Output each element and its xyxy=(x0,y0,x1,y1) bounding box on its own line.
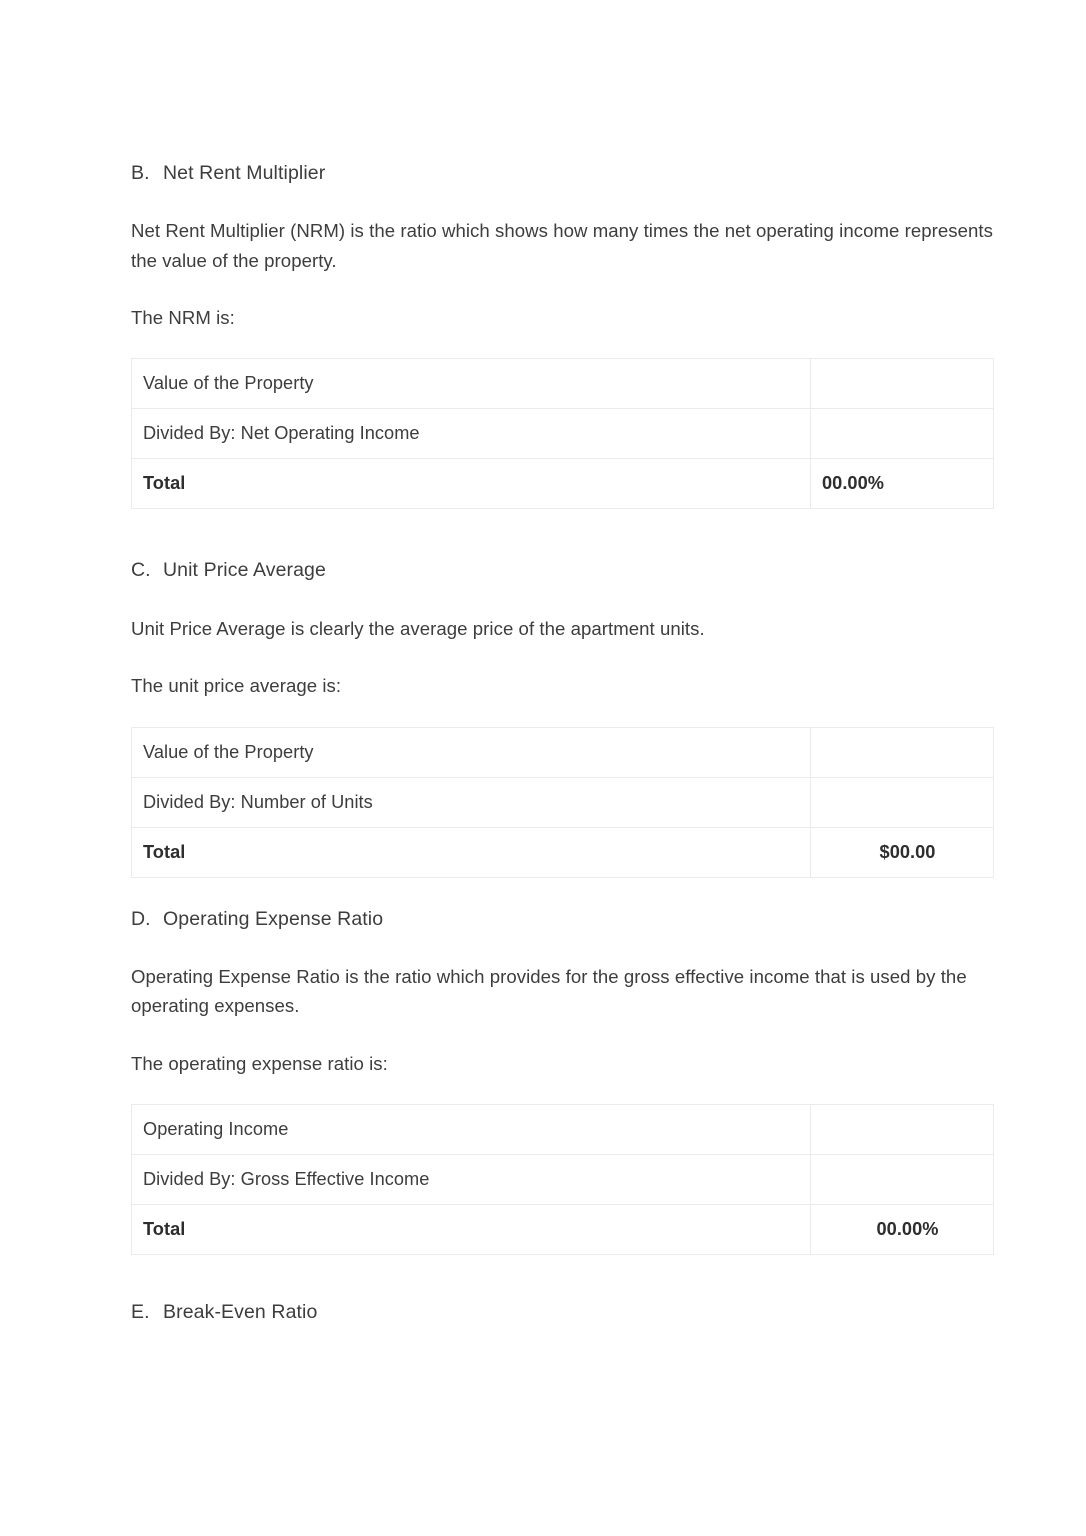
table-cell-total-label: Total xyxy=(132,459,811,509)
section-title-d: Operating Expense Ratio xyxy=(163,907,384,930)
table-cell-value[interactable] xyxy=(811,1154,994,1204)
section-d-paragraph-1: Operating Expense Ratio is the ratio which provides for the gross effective income that is used by the operating expenses. xyxy=(131,965,967,1017)
section-marker-c: C. xyxy=(131,559,151,582)
table-cell-value[interactable] xyxy=(811,777,994,827)
page-content xyxy=(131,0,993,1325)
nrm-table xyxy=(131,358,994,509)
table-cell-total-value: 00.00% xyxy=(811,459,994,509)
table-row-total xyxy=(132,827,994,877)
section-heading-e xyxy=(131,1299,993,1325)
table-cell-value[interactable] xyxy=(811,1104,994,1154)
table-cell-total-value: $00.00 xyxy=(811,827,994,877)
section-b-paragraph-2: The NRM is: xyxy=(131,307,235,329)
section-title-e: Break-Even Ratio xyxy=(163,1300,318,1323)
table-row-total xyxy=(132,459,994,509)
table-cell-label: Divided By: Number of Units xyxy=(132,777,811,827)
section-d-paragraph-2: The operating expense ratio is: xyxy=(131,1052,388,1074)
table-cell-total-label: Total xyxy=(132,827,811,877)
section-marker-e: E. xyxy=(131,1300,150,1323)
table-cell-value[interactable] xyxy=(811,409,994,459)
table-row xyxy=(132,1104,994,1154)
unit-price-average-table xyxy=(131,727,994,878)
section-heading-b xyxy=(131,160,993,186)
table-cell-label: Divided By: Net Operating Income xyxy=(132,409,811,459)
table-cell-label: Value of the Property xyxy=(132,727,811,777)
section-heading-c xyxy=(131,557,993,583)
table-cell-total-label: Total xyxy=(132,1204,811,1254)
section-marker-d: D. xyxy=(131,907,151,930)
operating-expense-ratio-table xyxy=(131,1104,994,1255)
table-cell-value[interactable] xyxy=(811,727,994,777)
table-row xyxy=(132,359,994,409)
section-title-b: Net Rent Multiplier xyxy=(163,162,326,184)
table-row xyxy=(132,777,994,827)
table-row xyxy=(132,727,994,777)
table-cell-label: Value of the Property xyxy=(132,359,811,409)
section-marker-b: B. xyxy=(131,162,150,184)
section-c-paragraph-1: Unit Price Average is clearly the average price of the apartment units. xyxy=(131,617,705,639)
section-title-c: Unit Price Average xyxy=(163,559,326,582)
section-b-paragraph-1: Net Rent Multiplier (NRM) is the ratio which shows how many times the net operating income represents the value of the property. xyxy=(131,220,993,271)
table-cell-label: Operating Income xyxy=(132,1104,811,1154)
table-row-total xyxy=(132,1204,994,1254)
table-row xyxy=(132,409,994,459)
table-cell-value[interactable] xyxy=(811,359,994,409)
table-cell-total-value: 00.00% xyxy=(811,1204,994,1254)
section-heading-d xyxy=(131,906,993,932)
table-cell-label: Divided By: Gross Effective Income xyxy=(132,1154,811,1204)
section-c-paragraph-2: The unit price average is: xyxy=(131,675,342,697)
table-row xyxy=(132,1154,994,1204)
